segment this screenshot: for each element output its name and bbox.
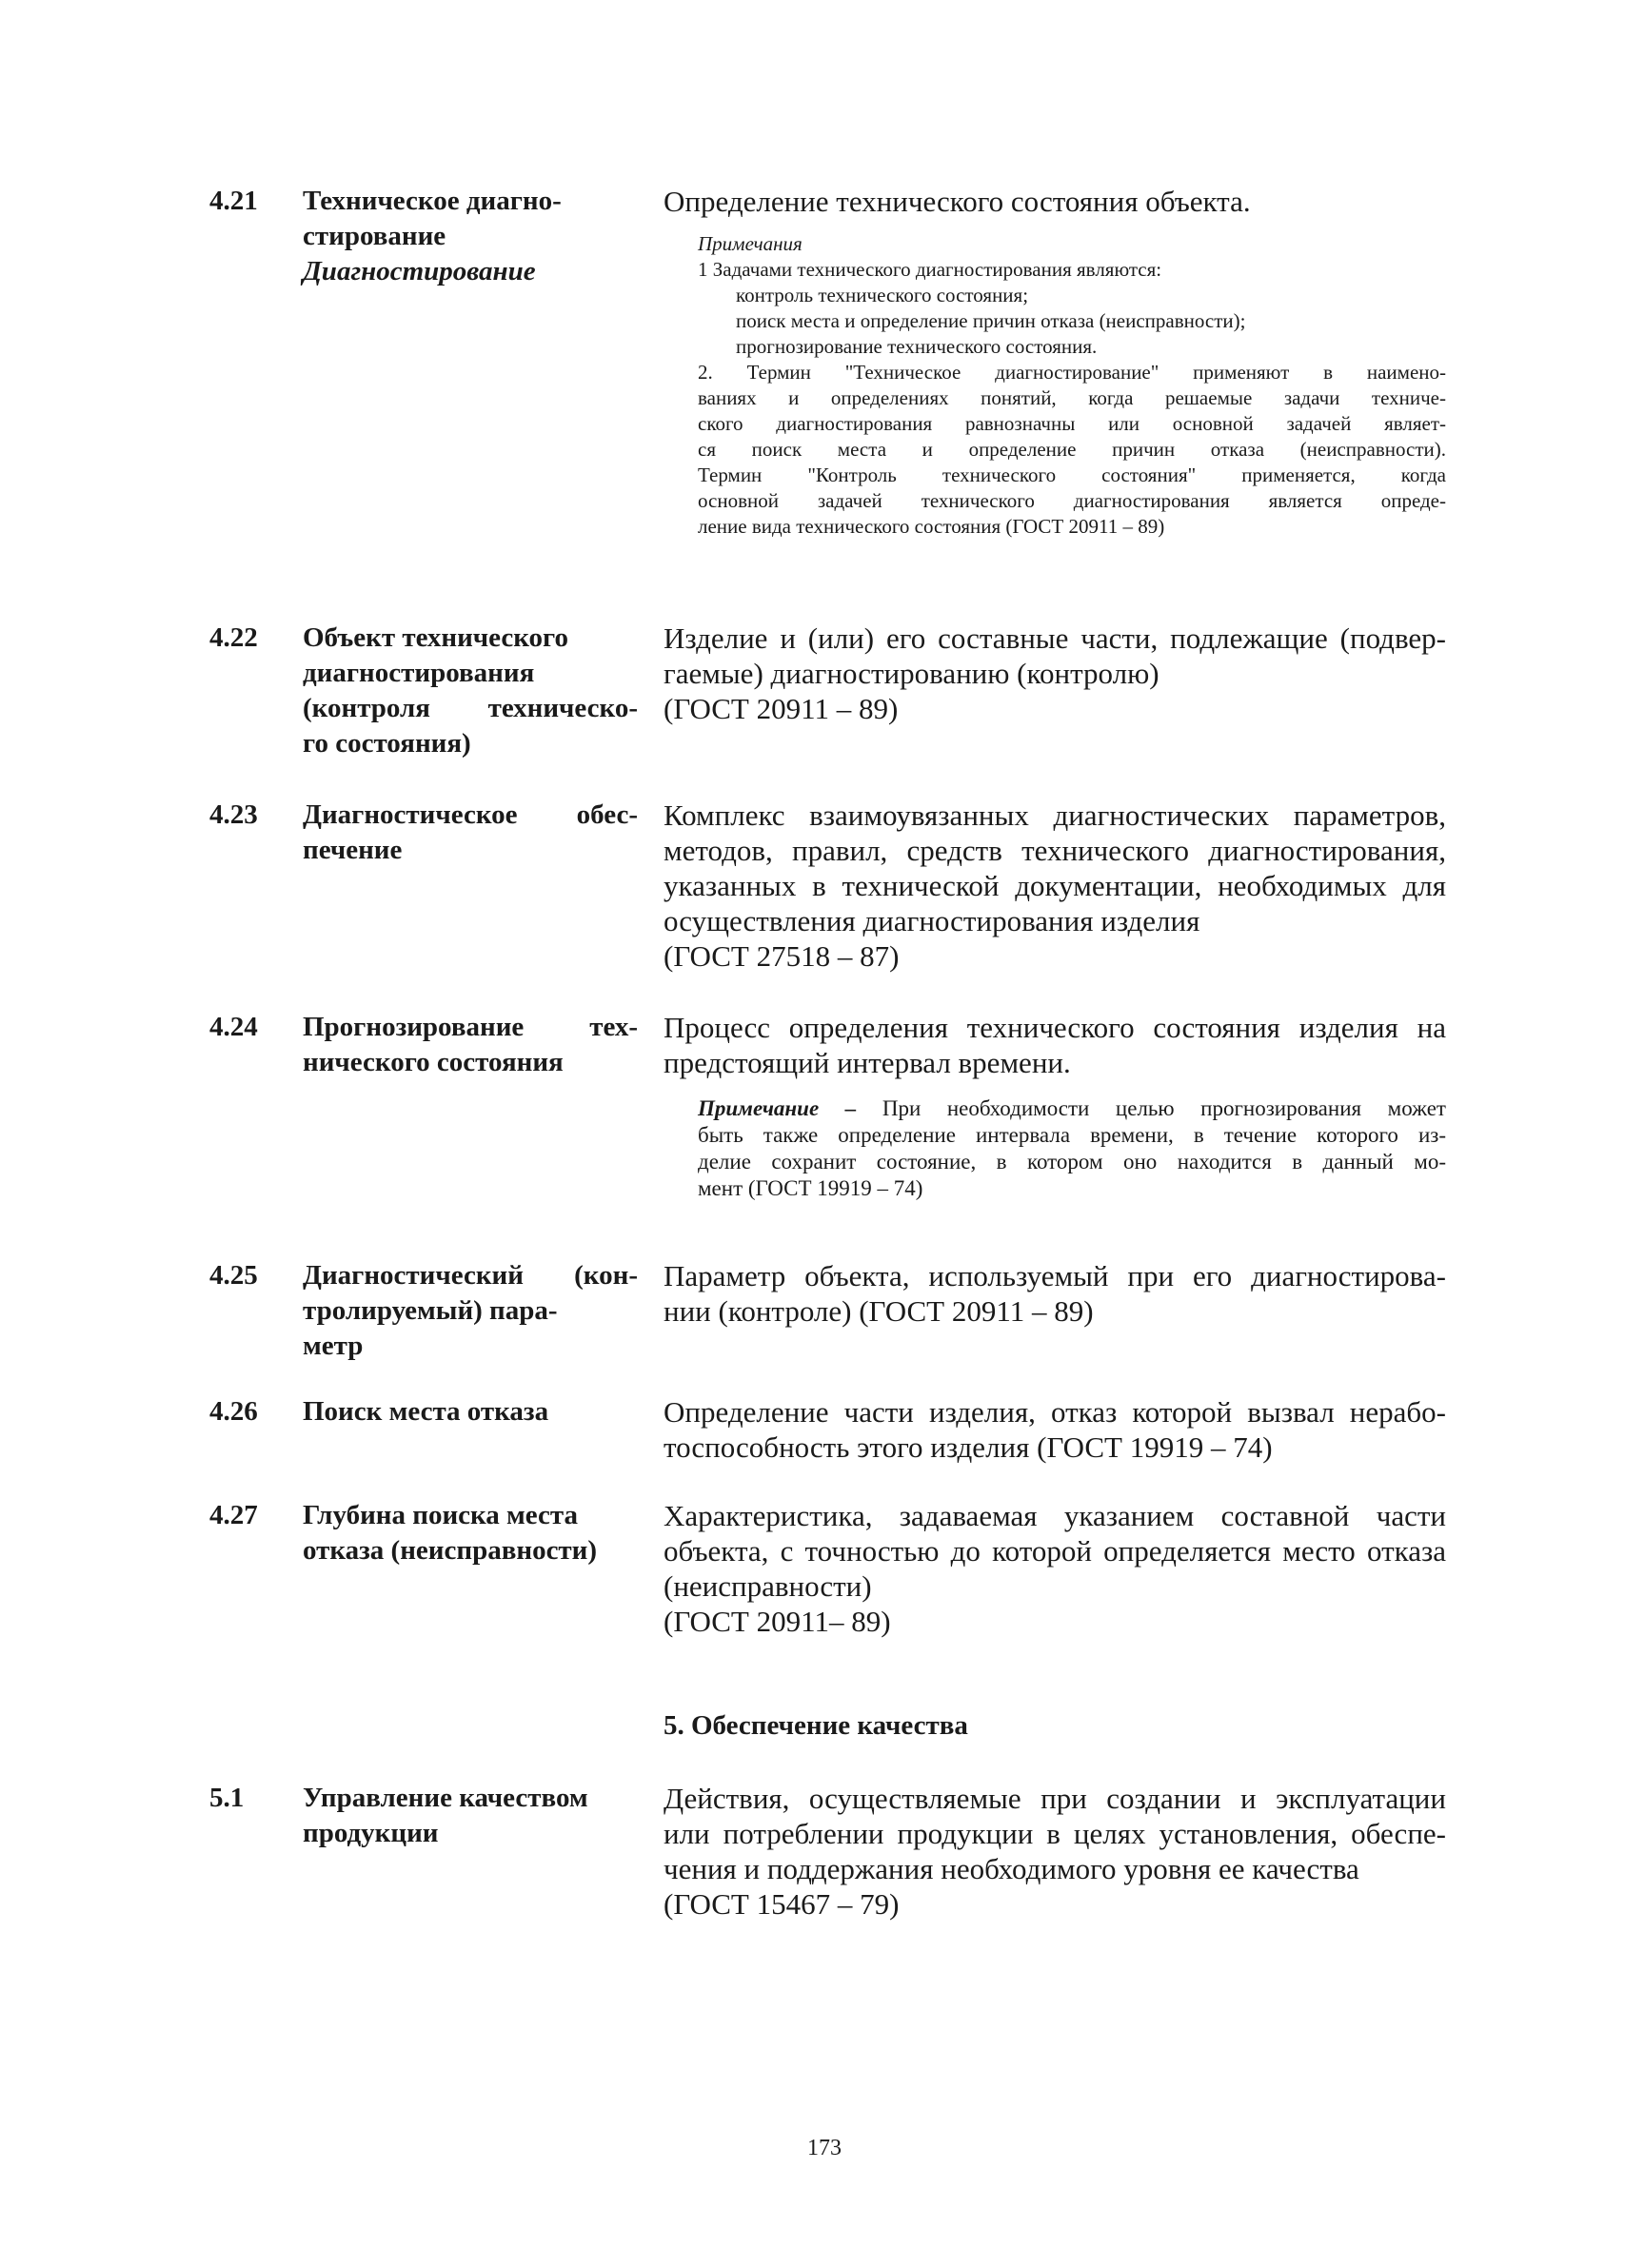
entry-number: 4.27 xyxy=(209,1500,258,1530)
definition-line: гаемые) диагностированию (контролю) xyxy=(664,657,1159,690)
term-line: диагностирования xyxy=(303,658,535,688)
definition-reference: (ГОСТ 15467 – 79) xyxy=(664,1887,900,1921)
term-line: (контроля техническо- xyxy=(303,693,638,723)
definition-line: объекта, с точностью до которой определяется место отказа xyxy=(664,1534,1446,1568)
definition-line: Параметр объекта, используемый при его диагностирова- xyxy=(664,1259,1446,1292)
entry-number: 5.1 xyxy=(209,1783,245,1813)
note-line: ление вида технического состояния (ГОСТ 20911 – 89) xyxy=(698,515,1165,538)
definition-line: тоспособность этого изделия (ГОСТ 19919 – 74) xyxy=(664,1430,1273,1464)
term-line: Прогнозирование тех- xyxy=(303,1012,638,1042)
page-number: 173 xyxy=(807,2136,842,2160)
note-label: Примечание – xyxy=(698,1096,857,1120)
note-line: 2. Термин "Техническое диагностирование" применяют в наимено- xyxy=(698,361,1446,384)
term-line: стирование xyxy=(303,221,446,251)
term-line: Диагностическое обес- xyxy=(303,799,638,830)
definition-line: Характеристика, задаваемая указанием составной части xyxy=(664,1499,1446,1532)
note-line: основной задачей технического диагностирования является опреде- xyxy=(698,489,1446,512)
note-line: поиск места и определение причин отказа (неисправности); xyxy=(736,309,1246,332)
note-line: ваниях и определениях понятий, когда решаемые задачи техниче- xyxy=(698,386,1446,409)
note-line: делие сохранит состояние, в котором оно находится в данный мо- xyxy=(698,1150,1446,1173)
term-line: нического состояния xyxy=(303,1047,564,1077)
term-line: тролируемый) пара- xyxy=(303,1295,558,1326)
note-line: Термин "Контроль технического состояния" применяется, когда xyxy=(698,463,1446,486)
entry-number: 4.26 xyxy=(209,1396,258,1427)
definition-line: предстоящий интервал времени. xyxy=(664,1046,1071,1079)
note-line: 1 Задачами технического диагностирования являются: xyxy=(698,258,1162,281)
note-line: прогнозирование технического состояния. xyxy=(736,335,1098,358)
term-line: отказа (неисправности) xyxy=(303,1535,598,1566)
note-line: ся поиск места и определение причин отказа (неисправности). xyxy=(698,438,1446,461)
definition-line: (неисправности) xyxy=(664,1569,872,1603)
entry-term xyxy=(303,1781,638,1851)
entry-number: 4.22 xyxy=(209,622,258,653)
entry-term xyxy=(303,1394,638,1430)
term-line: Диагностический (кон- xyxy=(303,1260,638,1291)
entry-term xyxy=(303,798,638,868)
entry-definition xyxy=(664,184,1446,219)
entry-definition xyxy=(664,1394,1446,1465)
note-text: При необходимости целью прогнозирования может xyxy=(882,1096,1446,1120)
entry-term xyxy=(303,1010,638,1080)
entry-term xyxy=(303,621,638,761)
term-line: Управление качеством xyxy=(303,1783,588,1813)
entry-definition xyxy=(664,1258,1446,1329)
entry-number: 4.23 xyxy=(209,799,258,830)
entry-number: 4.25 xyxy=(209,1260,258,1291)
term-line: Глубина поиска места xyxy=(303,1500,578,1530)
note-line: быть также определение интервала времени, в течение которого из- xyxy=(698,1123,1446,1147)
note-line xyxy=(698,1095,1446,1122)
entry-definition xyxy=(664,798,1446,974)
entry-definition xyxy=(664,1010,1446,1080)
entry-definition xyxy=(664,621,1446,726)
definition-line: Определение технического состояния объекта. xyxy=(664,185,1251,218)
term-line: продукции xyxy=(303,1818,439,1848)
definition-line: Комплекс взаимоувязанных диагностических параметров, xyxy=(664,799,1446,832)
section-heading: 5. Обеспечение качества xyxy=(664,1710,968,1741)
note-line: контроль технического состояния; xyxy=(736,284,1029,306)
term-line: Техническое диагно- xyxy=(303,186,562,216)
definition-line: Изделие и (или) его составные части, подлежащие (подвер- xyxy=(664,621,1446,655)
entry-4-21-note xyxy=(698,231,1446,540)
definition-reference: (ГОСТ 27518 – 87) xyxy=(664,939,900,973)
term-line: Объект технического xyxy=(303,622,568,653)
entry-term xyxy=(303,1498,638,1568)
definition-line: чения и поддержания необходимого уровня ее качества xyxy=(664,1852,1359,1885)
term-line: печение xyxy=(303,835,403,865)
definition-line: осуществления диагностирования изделия xyxy=(664,904,1200,937)
entry-term xyxy=(303,1258,638,1364)
entry-number: 4.24 xyxy=(209,1012,258,1042)
definition-line: нии (контроле) (ГОСТ 20911 – 89) xyxy=(664,1294,1094,1328)
entry-definition xyxy=(664,1498,1446,1639)
term-synonym: Диагностирование xyxy=(303,256,536,286)
definition-line: Действия, осуществляемые при создании и эксплуатации xyxy=(664,1782,1446,1815)
term-line: Поиск места отказа xyxy=(303,1396,549,1427)
term-line: го состояния) xyxy=(303,728,471,759)
entry-number: 4.21 xyxy=(209,186,258,216)
definition-line: Определение части изделия, отказ которой вызвал нерабо- xyxy=(664,1395,1446,1429)
term-line: метр xyxy=(303,1331,364,1361)
entry-definition xyxy=(664,1781,1446,1922)
definition-line: Процесс определения технического состояния изделия на xyxy=(664,1011,1446,1044)
definition-line: указанных в технической документации, необходимых для xyxy=(664,869,1446,902)
definition-line: или потреблении продукции в целях установления, обеспе- xyxy=(664,1817,1446,1850)
definition-reference: (ГОСТ 20911 – 89) xyxy=(664,692,899,725)
definition-reference: (ГОСТ 20911– 89) xyxy=(664,1605,891,1638)
entry-4-24-note xyxy=(698,1095,1446,1202)
entry-term xyxy=(303,184,638,289)
note-line: мент (ГОСТ 19919 – 74) xyxy=(698,1176,923,1200)
note-heading: Примечания xyxy=(698,232,803,255)
definition-line: методов, правил, средств технического диагностирования, xyxy=(664,834,1446,867)
note-line: ского диагностирования равнозначны или основной задачей являет- xyxy=(698,412,1446,435)
